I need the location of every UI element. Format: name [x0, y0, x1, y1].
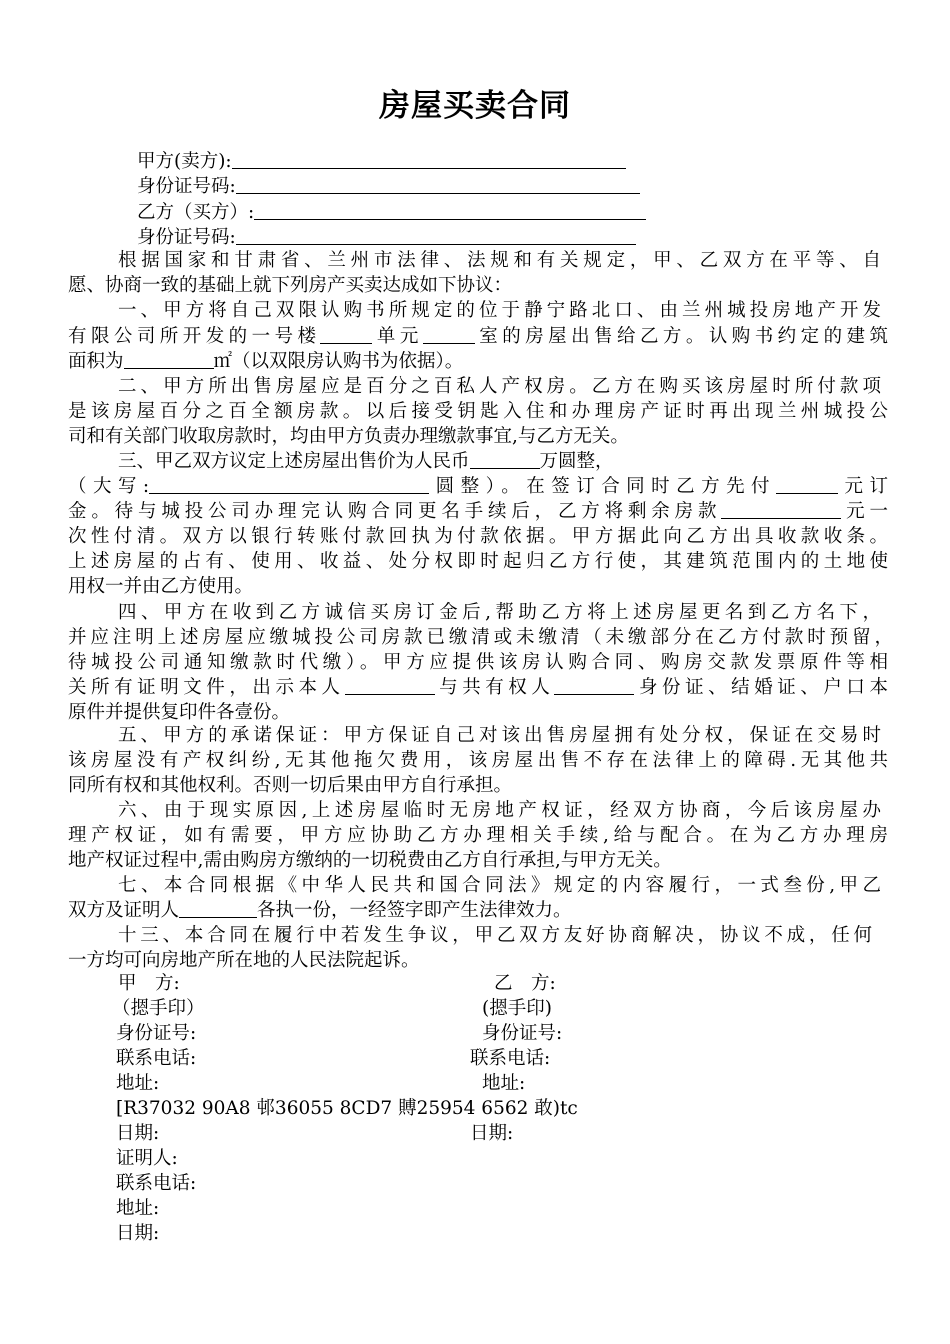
witness-address: 地址:	[116, 1198, 160, 1219]
clause-2-line-3: 司和有关部门收取房款时，均由甲方负责办理缴款事宜,与乙方无关。	[68, 426, 629, 447]
buyer-id-blank[interactable]	[236, 226, 636, 245]
clause-3-line-2: （大写: 圆整）。在签订合同时乙方先付 元订	[68, 476, 888, 497]
clause-3-line-5: 上述房屋的占有、使用、收益、处分权即时起归乙方行使，其建筑范围内的土地使	[68, 551, 888, 572]
clause-4-line-2: 并应注明上述房屋应缴城投公司房款已缴清或未缴清（未缴部分在乙方付款时预留，	[68, 627, 893, 648]
clause-3-line-6: 用权一并由乙方使用。	[68, 576, 254, 597]
seller-line	[137, 148, 626, 175]
clause-2-line-2: 是该房屋百分之百全额房款。以后接受钥匙入住和办理房产证时再出现兰州城投公	[68, 401, 888, 422]
building-unit-blank[interactable]	[320, 325, 372, 344]
clause-1-line-2: 有限公司所开发的一号楼 单元 室的房屋出售给乙方。认购书约定的建筑	[68, 326, 888, 347]
buyer-blank[interactable]	[254, 201, 646, 220]
deposit-blank[interactable]	[776, 475, 838, 494]
co-owner-blank[interactable]	[554, 676, 634, 695]
buyer-id-label: 身份证号码:	[137, 227, 236, 248]
party-b-address: 地址:	[482, 1073, 526, 1094]
room-blank[interactable]	[423, 325, 475, 344]
party-b-date: 日期:	[470, 1123, 514, 1144]
clause-3-line-4: 次性付清。双方以银行转账付款回执为付款依据。甲方据此向乙方出具收款收条。	[68, 526, 888, 547]
clause-1-line-3: 面积为 ㎡（以双限房认购书为依据）。	[68, 351, 464, 372]
witness-date: 日期:	[116, 1223, 160, 1244]
buyer-line	[137, 199, 646, 226]
clause-6-line-3: 地产权证过程中,需由购房方缴纳的一切税费由乙方自行承担,与甲方无关。	[68, 850, 672, 871]
seller-id-blank[interactable]	[236, 175, 640, 194]
clause-4-line-5: 原件并提供复印件各壹份。	[68, 702, 291, 723]
clause-3-line-3: 金。待与城投公司办理完认购合同更名手续后，乙方将剩余房款 元一	[68, 501, 888, 522]
area-blank[interactable]	[124, 350, 214, 369]
party-a-label: 甲 方:	[118, 973, 180, 994]
clause-2-line-1: 二、甲方所出售房屋应是百分之百私人产权房。乙方在购买该房屋时所付款项	[118, 376, 881, 397]
intro-line-1: 根据国家和甘肃省、兰州市法律、法规和有关规定，甲、乙双方在平等、自	[118, 250, 881, 271]
clause-7-line-2: 双方及证明人 各执一份，一经签字即产生法律效力。	[68, 900, 572, 921]
seller-id-line	[137, 173, 640, 200]
seller-label: 甲方(卖方):	[137, 151, 232, 172]
party-a-thumbprint: （摁手印）	[112, 998, 205, 1019]
clause-5-line-3: 同所有权和其他权利。否则一切后果由甲方自行承担。	[68, 775, 513, 796]
self-blank[interactable]	[345, 676, 435, 695]
seller-id-label: 身份证号码:	[137, 176, 236, 197]
clause-13-line-2: 一方均可向房地产所在地的人民法院起诉。	[68, 950, 420, 971]
document-title: 房屋买卖合同	[379, 88, 571, 124]
clause-6-line-1: 六、由于现实原因,上述房屋临时无房地产权证，经双方协商，今后该房屋办	[118, 800, 881, 821]
clause-4-line-1: 四、甲方在收到乙方诚信买房订金后,帮助乙方将上述房屋更名到乙方名下，	[118, 602, 881, 623]
clause-3-line-1: 三、甲乙双方议定上述房屋出售价为人民币 万圆整，	[118, 451, 614, 472]
clause-4-line-4: 关所有证明文件，出示本人 与共有权人 身份证、结婚证、户口本	[68, 677, 888, 698]
intro-line-2: 愿、协商一致的基础上就下列房产买卖达成如下协议：	[68, 275, 513, 296]
clause-7-line-1: 七、本合同根据《中华人民共和国合同法》规定的内容履行，一式叁份,甲乙	[118, 875, 881, 896]
party-a-address: 地址:	[116, 1073, 160, 1094]
party-b-label: 乙 方:	[494, 973, 556, 994]
party-b-phone: 联系电话:	[470, 1048, 551, 1069]
clause-13-line-1: 十三、本合同在履行中若发生争议，甲乙双方友好协商解决，协议不成，任何	[118, 925, 872, 946]
witness-phone: 联系电话:	[116, 1173, 197, 1194]
party-b-id: 身份证号:	[482, 1023, 563, 1044]
price-words-blank[interactable]	[149, 475, 429, 494]
price-blank[interactable]	[470, 450, 540, 469]
party-b-thumbprint: (摁手印)	[482, 998, 552, 1019]
party-a-phone: 联系电话:	[116, 1048, 197, 1069]
clause-5-line-2: 该房屋没有产权纠纷,无其他拖欠费用，该房屋出售不存在法律上的障碍.无其他共	[68, 750, 888, 771]
remaining-blank[interactable]	[721, 500, 841, 519]
clause-4-line-3: 待城投公司通知缴款时代缴）。甲方应提供该房认购合同、购房交款发票原件等相	[68, 652, 888, 673]
clause-1-line-1: 一、甲方将自己双限认购书所规定的位于静宁路北口、由兰州城投房地产开发	[118, 300, 881, 321]
party-a-id: 身份证号:	[116, 1023, 197, 1044]
party-a-date: 日期:	[116, 1123, 160, 1144]
witness-blank[interactable]	[179, 899, 257, 918]
clause-6-line-2: 理产权证，如有需要，甲方应协助乙方办理相关手续,给与配合。在为乙方办理房	[68, 825, 888, 846]
clause-5-line-1: 五、甲方的承诺保证：甲方保证自己对该出售房屋拥有处分权，保证在交易时	[118, 725, 881, 746]
buyer-label: 乙方（买方）:	[137, 202, 255, 223]
seller-blank[interactable]	[232, 150, 626, 169]
garbled-text: [R37032 90A8 邨36055 8CD7 賻25954 6562 敢)tc	[116, 1098, 578, 1119]
witness-label: 证明人:	[116, 1148, 178, 1169]
